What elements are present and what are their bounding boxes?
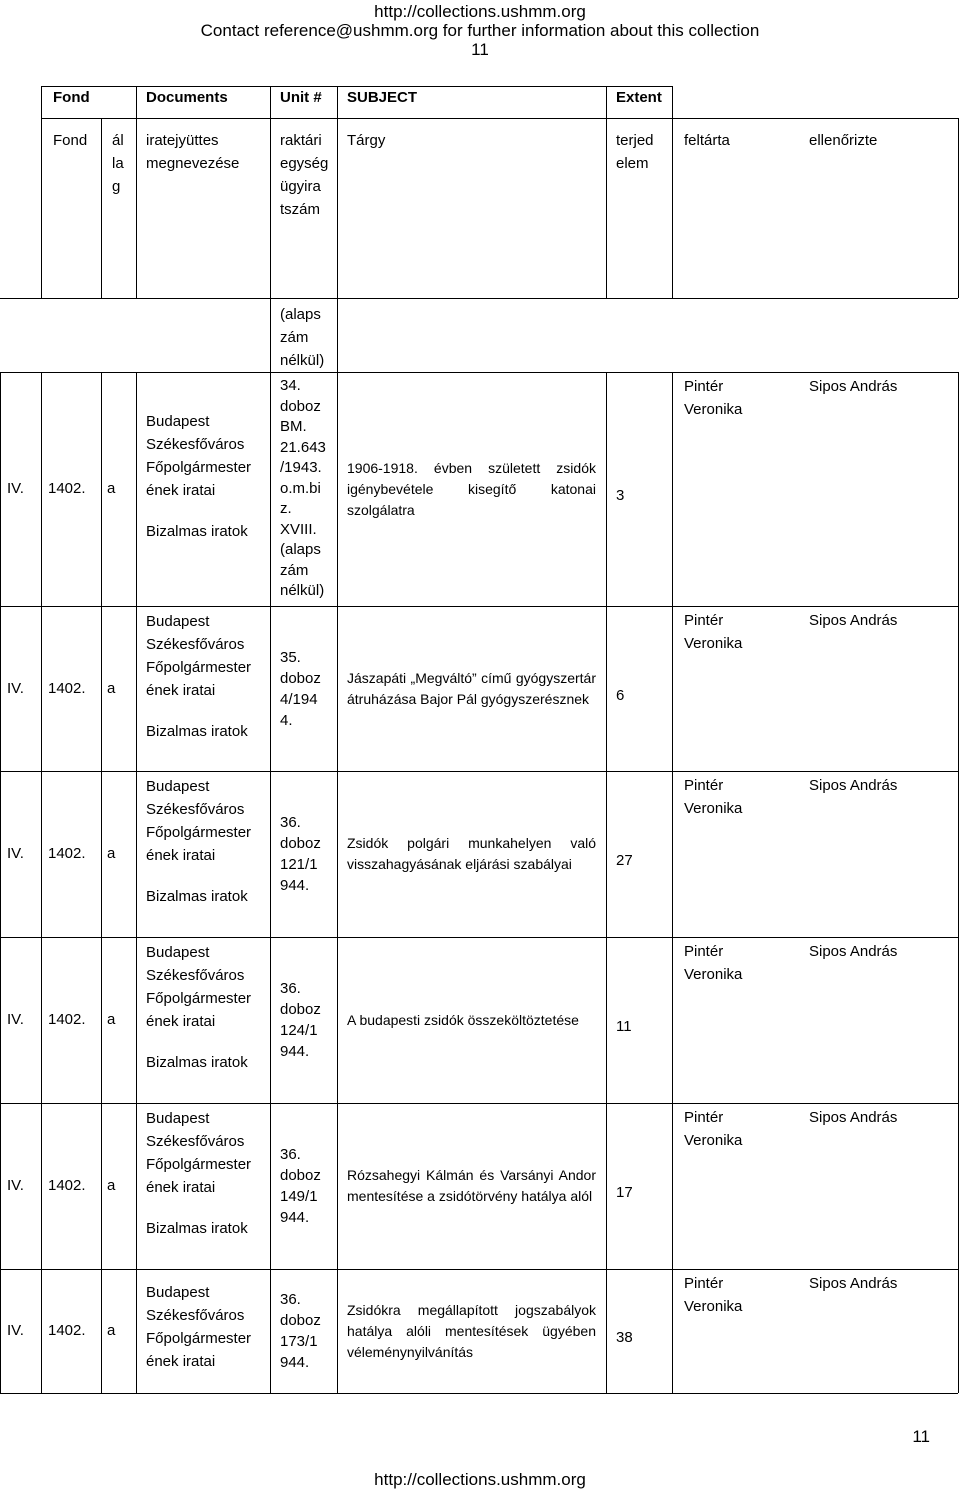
col-sub-targy: Tárgy — [347, 132, 386, 149]
carry-over-unit: (alaps zám nélkül) — [280, 306, 325, 369]
row-bizalmas: Bizalmas iratok — [146, 1054, 248, 1071]
row-allag: a — [107, 845, 116, 862]
row-ellenorizte: Sipos András — [809, 777, 898, 794]
row-allag: a — [107, 1322, 116, 1339]
col-sub-raktari: raktári egység ügyira tszám — [280, 132, 329, 218]
row-irategyuttes: Budapest Székesfőváros Főpolgármester ének iratai Bizalmas iratok — [146, 775, 251, 908]
row-ellenorizte: Sipos András — [809, 943, 898, 960]
row-subject: 1906-1918. évben született zsidók igénybevétele kisegítő katonai szolgálatra — [347, 459, 596, 518]
row-number: 1402. — [48, 845, 86, 862]
col-head-subject: SUBJECT — [347, 89, 418, 106]
col-head-documents: Documents — [146, 89, 228, 106]
row-subject: Rózsahegyi Kálmán és Varsányi Andor mentesítése a zsidótörvény hatálya alól — [347, 1167, 596, 1204]
row-ellenorizte: Sipos András — [809, 1109, 898, 1126]
row-irategyuttes: Budapest Székesfőváros Főpolgármester ének iratai — [146, 1284, 252, 1370]
row-unit: 35. doboz 4/194 4. — [280, 648, 321, 729]
row-allag: a — [107, 679, 116, 697]
row-ellenorizte: Sipos András — [809, 378, 898, 395]
row-fond: IV. — [7, 480, 24, 497]
row-bizalmas: Bizalmas iratok — [146, 723, 248, 740]
row-feltarta: Pintér Veronika — [684, 1109, 743, 1149]
row-unit: 36. doboz 124/1 944. — [280, 980, 321, 1060]
row-feltarta: Pintér Veronika — [684, 612, 743, 652]
row-number: 1402. — [48, 679, 86, 697]
col-sub-iratejyuttes: iratejyüttes megnevezése — [146, 132, 240, 172]
row-subject: Zsidók polgári munkahelyen való visszahagyásának eljárási szabályai — [347, 835, 596, 872]
row-ellenorizte: Sipos András — [809, 1275, 898, 1292]
col-sub-terjed: terjed elem — [616, 132, 654, 172]
row-ellenorizte: Sipos András — [809, 612, 898, 629]
header-contact: Contact reference@ushmm.org for further information about this collection — [200, 21, 760, 40]
row-number: 1402. — [48, 1011, 86, 1028]
row-fond: IV. — [7, 679, 24, 697]
row-unit: 34. doboz BM. 21.643 /1943. o.m.bi z. XVIII. (alaps zám nélkül) — [280, 377, 326, 599]
col-sub-ellenorizte: ellenőrizte — [809, 132, 878, 149]
row-extent: 11 — [616, 1018, 632, 1035]
row-irategyuttes: Budapest Székesfőváros Főpolgármester ének iratai Bizalmas iratok — [146, 610, 251, 743]
row-feltarta: Pintér Veronika — [684, 943, 743, 983]
row-feltarta: Pintér Veronika — [684, 1275, 743, 1315]
row-fond: IV. — [7, 1322, 24, 1339]
row-extent: 3 — [616, 487, 625, 504]
row-allag: a — [107, 480, 116, 497]
col-sub-feltarta: feltárta — [684, 132, 730, 149]
row-extent: 17 — [616, 1184, 633, 1201]
col-head-extent: Extent — [616, 89, 662, 106]
row-bizalmas: Bizalmas iratok — [146, 523, 248, 540]
row-feltarta: Pintér Veronika — [684, 378, 743, 418]
row-subject: Zsidókra megállapított jogszabályok hatálya alóli mentesítések ügyében véleménynyilvánítás — [347, 1301, 596, 1360]
col-sub-fond: Fond — [53, 132, 88, 149]
row-unit: 36. doboz 121/1 944. — [280, 814, 321, 894]
row-feltarta: Pintér Veronika — [684, 777, 743, 817]
row-bizalmas: Bizalmas iratok — [146, 1220, 248, 1237]
header-url: http://collections.ushmm.org — [374, 2, 586, 21]
row-extent: 38 — [616, 1329, 633, 1346]
row-subject: A budapesti zsidók összeköltöztetése — [347, 1011, 579, 1028]
col-head-unit: Unit # — [280, 89, 322, 106]
header-page-number: 11 — [471, 40, 489, 59]
row-number: 1402. — [48, 1322, 86, 1339]
row-extent: 6 — [616, 686, 625, 704]
col-sub-allag: ál la g — [112, 132, 124, 195]
row-subject: Jászapáti „Megváltó” című gyógyszertár átruházása Bajor Pál gyógyszerésznek — [347, 669, 596, 707]
row-unit: 36. doboz 173/1 944. — [280, 1291, 321, 1371]
row-fond: IV. — [7, 1011, 24, 1028]
row-irategyuttes: Budapest Székesfőváros Főpolgármester ének iratai Bizalmas iratok — [146, 941, 251, 1074]
row-fond: IV. — [7, 1177, 24, 1194]
row-fond: IV. — [7, 845, 24, 862]
row-extent: 27 — [616, 852, 633, 869]
row-allag: a — [107, 1177, 116, 1194]
row-bizalmas: Bizalmas iratok — [146, 888, 248, 905]
footer-url: http://collections.ushmm.org — [374, 1470, 586, 1489]
row-irategyuttes: Budapest Székesfőváros Főpolgármester ének iratai Bizalmas iratok — [146, 410, 251, 543]
row-allag: a — [107, 1011, 116, 1028]
row-irategyuttes: Budapest Székesfőváros Főpolgármester ének iratai Bizalmas iratok — [146, 1107, 251, 1240]
row-number: 1402. — [48, 480, 86, 497]
row-number: 1402. — [48, 1177, 86, 1194]
col-head-fond: Fond — [53, 89, 90, 106]
footer-page-number: 11 — [912, 1427, 930, 1446]
row-unit: 36. doboz 149/1 944. — [280, 1146, 321, 1226]
